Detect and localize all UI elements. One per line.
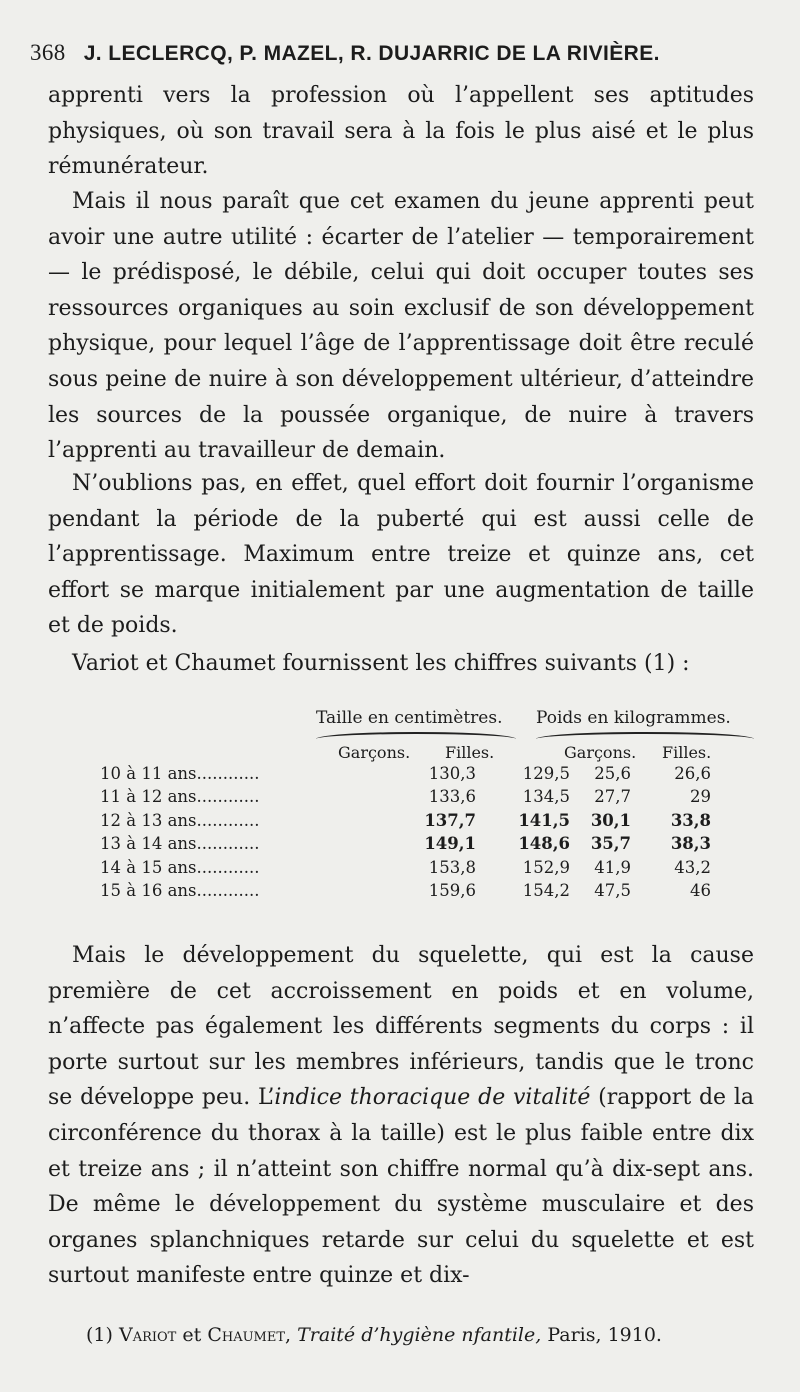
footnote: [86, 1324, 766, 1346]
height-boys-header: Garçons.: [338, 743, 411, 762]
paragraph-5: [48, 938, 754, 1294]
cell-w-boys: 27,7: [594, 787, 631, 807]
cell-h-girls: 148,6: [518, 834, 570, 854]
paragraph-3: N’oublions pas, en effet, quel effort doit fournir l’organisme pendant la période de la puberté qui est aussi celle de l’apprentissage. Maximum entre treize et quinze ans, cet effort se marque initialement par une augmentation de taille et de poids.: [48, 471, 754, 639]
cell-w-girls: 33,8: [670, 810, 711, 830]
cell-w-boys: 30,1: [590, 810, 631, 830]
cell-h-boys: 153,8: [428, 857, 476, 877]
age-range-label: 13 à 14 ans............: [100, 834, 260, 854]
age-range-label: 11 à 12 ans............: [100, 787, 260, 807]
age-range-label: 14 à 15 ans............: [100, 857, 260, 877]
growth-table: [100, 706, 760, 916]
table-row: [100, 858, 760, 881]
paragraph-4: Variot et Chaumet fournissent les chiffres suivants (1) :: [72, 651, 690, 676]
cell-h-girls: 134,5: [522, 787, 570, 807]
cell-w-boys: 25,6: [594, 764, 631, 783]
age-range-label: 10 à 11 ans............: [100, 764, 260, 783]
height-group-header: Taille en centimètres.: [316, 708, 503, 728]
weight-group-header: Poids en kilogrammes.: [536, 708, 731, 728]
table-row: [100, 811, 760, 834]
height-girls-header: Filles.: [445, 743, 495, 762]
footnote-author-2: Chaumet,: [207, 1324, 292, 1346]
paragraph-2: Mais il nous paraît que cet examen du jeune apprenti peut avoir une autre utilité : écarter de l’atelier — temporairement — le prédisposé, le débile, celui qui doit occuper toutes ses ressources organiques au soin exclusif de son développement physique, pour lequel l’âge de l’apprentissage doit être reculé sous peine de nuire à son développement ultérieur, d’atteindre les sources de la poussée organique, de nuire à travers l’apprenti au travailleur de demain.: [48, 189, 754, 464]
table-row: [100, 764, 760, 787]
paragraph-5-end: (rapport de la circonférence du thorax à la taille) est le plus faible entre dix et treize ans ; il n’atteint son chiffre normal qu’à dix-sept ans. De même le développement du système musculaire et des organes splanchniques retarde sur celui du squelette et est surtout manifeste entre quinze et dix-: [48, 1085, 755, 1289]
footnote-author-1: Variot: [118, 1324, 177, 1346]
running-header: [30, 40, 760, 76]
cell-w-girls: 46: [690, 881, 711, 900]
age-range-label: 12 à 13 ans............: [100, 810, 260, 830]
cell-w-girls: 43,2: [674, 857, 711, 877]
weight-boys-header: Garçons.: [564, 743, 637, 762]
page-number: 368: [30, 40, 66, 65]
cell-h-boys: 149,1: [424, 834, 476, 854]
paragraph-5-start: Mais le développement du squelette, qui est la cause première de cet accroissement en poids et en volume, n’affecte pas également les différents segments du corps : il porte surtout sur les membres inférieurs, tandis que le tronc se développe peu. L’: [48, 943, 754, 1111]
cell-h-girls: 154,2: [522, 881, 570, 900]
header-authors: J. LECLERCQ, P. MAZEL, R. DUJARRIC DE LA RIVIÈRE.: [83, 42, 660, 65]
cell-w-boys: 35,7: [590, 834, 631, 854]
footnote-conj: et: [182, 1324, 202, 1346]
footnote-place: Paris, 1910.: [547, 1324, 662, 1346]
footnote-marker: (1): [86, 1324, 113, 1346]
cell-h-boys: 159,6: [428, 881, 476, 900]
cell-h-girls: 141,5: [518, 810, 570, 830]
cell-w-girls: 38,3: [670, 834, 711, 854]
table-row: [100, 834, 760, 857]
age-range-label: 15 à 16 ans............: [100, 881, 260, 900]
cell-h-boys: 137,7: [424, 810, 476, 830]
cell-h-girls: 152,9: [522, 857, 570, 877]
table-row: [100, 881, 760, 904]
weight-girls-header: Filles.: [662, 743, 712, 762]
paragraph-5-italic-term: indice thoracique de vitalité: [274, 1085, 591, 1111]
cell-h-boys: 130,3: [428, 764, 476, 783]
footnote-title: Traité d’hygiène nfantile,: [297, 1324, 542, 1346]
cell-w-girls: 26,6: [674, 764, 711, 783]
cell-w-boys: 47,5: [594, 881, 631, 900]
cell-w-girls: 29: [690, 787, 711, 807]
paragraph-1: apprenti vers la profession où l’appellent ses aptitudes physiques, où son travail sera à la fois le plus aisé et le plus rémunérateur.: [48, 83, 754, 180]
cell-h-girls: 129,5: [522, 764, 570, 783]
table-row: [100, 787, 760, 810]
cell-w-boys: 41,9: [594, 857, 631, 877]
cell-h-boys: 133,6: [428, 787, 476, 807]
